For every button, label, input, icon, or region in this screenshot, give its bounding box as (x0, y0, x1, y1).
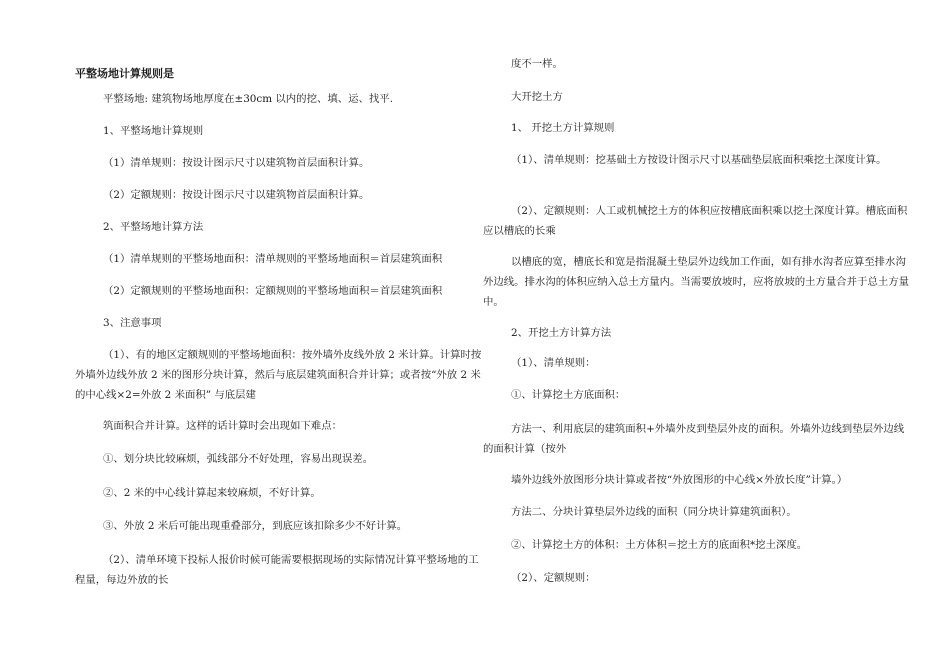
paragraph-volume: ②、计算挖土方的体积：土方体积＝挖土方的底面积*挖土深度。 (511, 539, 808, 551)
paragraph-list-rule-label: （1）、清单规则： (511, 357, 596, 369)
section-title-excavation: 大开挖土方 (511, 91, 563, 103)
heading-excavation-methods: 2、开挖土方计算方法 (511, 327, 612, 339)
document-title: 平整场地计算规则是 (75, 67, 174, 80)
paragraph-list-area: （1）清单规则的平整场地面积：清单规则的平整场地面积＝首层建筑面积 (103, 253, 443, 265)
paragraph-note-1-continued: 筑面积合并计算。这样的话计算时会出现如下难点： (103, 420, 342, 432)
paragraph-excavation-list-rule: （1）、清单规则：挖基础土方按设计图示尺寸以基础垫层底面积乘挖土深度计算。 (511, 154, 887, 166)
paragraph-site-leveling-definition: 平整场地: 建筑物场地厚度在±30cm 以内的挖、填、运、找平. (103, 93, 393, 105)
paragraph-note-1: （1）、有的地区定额规则的平整场地面积：按外墙外皮线外放 2 米计算。计算时按外墙外边线外放 2 米的图形分块计算，然后与底层建筑面积合并计算；或者按“外放 2 米的中心线×2=外放 2 米面积” 与底层建 (75, 349, 482, 401)
paragraph-difficulty-1: ①、划分块比较麻烦，弧线部分不好处理，容易出现误差。 (103, 453, 374, 465)
heading-notes: 3、注意事项 (103, 317, 162, 329)
heading-excavation-rules: 1、 开挖土方计算规则 (511, 122, 615, 134)
paragraph-method-1-continued: 墙外边线外放图形分块计算或者按“外放图形的中心线×外放长度”计算。） (511, 474, 848, 486)
paragraph-method-2: 方法二、分块计算垫层外边线的面积（同分块计算建筑面积）。 (511, 506, 797, 518)
paragraph-bottom-area: ①、计算挖土方底面积： (511, 389, 626, 401)
paragraph-quota-area: （2）定额规则的平整场地面积：定额规则的平整场地面积＝首层建筑面积 (103, 285, 443, 297)
paragraph-difficulty-3: ③、外放 2 米后可能出现重叠部分，到底应该扣除多少不好计算。 (103, 520, 408, 532)
heading-leveling-methods: 2、平整场地计算方法 (103, 221, 204, 233)
paragraph-quota-rule: （2）定额规则：按设计图示尺寸以建筑物首层面积计算。 (103, 189, 370, 201)
paragraph-excavation-quota-rule: （2）、定额规则：人工或机械挖土方的体积应按槽底面积乘以挖土深度计算。槽底面积应以槽底的长乘 (483, 205, 908, 237)
paragraph-method-1: 方法一、利用底层的建筑面积+外墙外皮到垫层外皮的面积。外墙外边线到垫层外边线的面积计算（按外 (483, 423, 905, 455)
paragraph-difficulty-2: ②、2 米的中心线计算起来较麻烦，不好计算。 (103, 487, 321, 499)
paragraph-list-rule: （1）清单规则：按设计图示尺寸以建筑物首层面积计算。 (103, 157, 370, 169)
paragraph-note-2: （2）、清单环境下投标人报价时候可能需要根据现场的实际情况计算平整场地的工程量，每边外放的长 (75, 554, 479, 586)
heading-leveling-rules: 1、平整场地计算规则 (103, 125, 204, 137)
paragraph-quota-rule-label: （2）、定额规则： (511, 572, 596, 584)
paragraph-trench-dimensions: 以槽底的宽，槽底长和宽是指混凝土垫层外边线加工作面，如有排水沟者应算至排水沟外边线。排水沟的体积应纳入总土方量内。当需要放坡时，应将放坡的土方量合并于总土方量中。 (483, 256, 910, 308)
paragraph-continuation: 度不一样。 (511, 58, 563, 70)
